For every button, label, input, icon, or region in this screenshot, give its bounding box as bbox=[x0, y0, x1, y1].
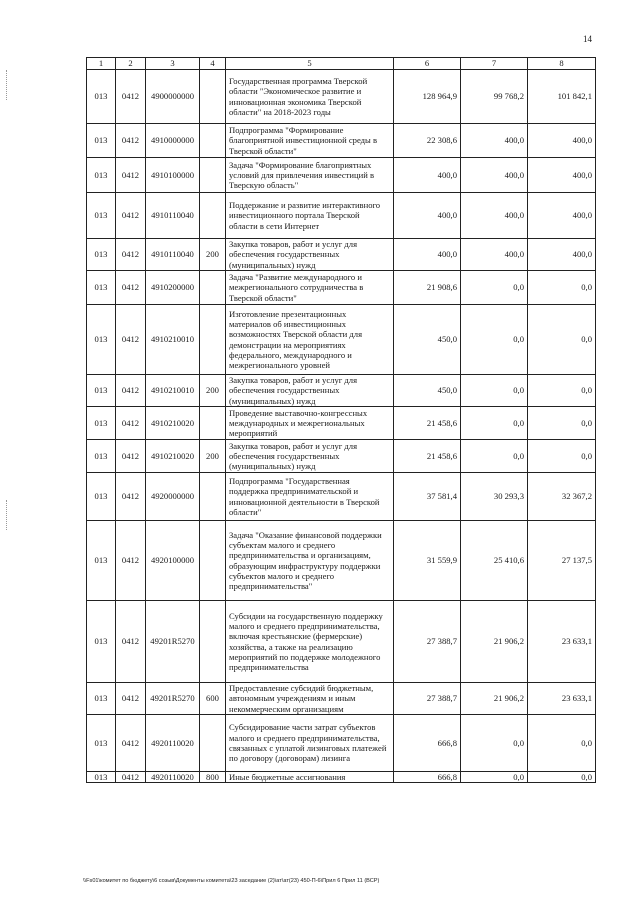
col-2020-cell: 0,0 bbox=[461, 305, 528, 375]
header-cell: 8 bbox=[528, 58, 596, 70]
col-2021-cell: 0,0 bbox=[528, 407, 596, 440]
table-row bbox=[87, 375, 596, 407]
col-2021-cell: 400,0 bbox=[528, 158, 596, 193]
col-name-cell: Поддержание и развитие интерактивного инвестиционного портала Тверской области в сети Интернет bbox=[226, 193, 394, 239]
col-expense-type-cell bbox=[200, 70, 226, 124]
margin-mark bbox=[6, 500, 8, 530]
col-2019-cell: 31 559,9 bbox=[394, 521, 461, 601]
col-expense-type-cell bbox=[200, 271, 226, 305]
col-subsection-cell: 0412 bbox=[116, 271, 146, 305]
col-subsection-cell: 0412 bbox=[116, 683, 146, 715]
col-target-cell: 49201R5270 bbox=[146, 601, 200, 683]
col-2020-cell: 400,0 bbox=[461, 158, 528, 193]
table-row bbox=[87, 158, 596, 193]
col-2021-cell: 0,0 bbox=[528, 715, 596, 772]
table-row bbox=[87, 70, 596, 124]
col-expense-type-cell bbox=[200, 473, 226, 521]
col-section-cell: 013 bbox=[87, 601, 116, 683]
col-2020-cell: 99 768,2 bbox=[461, 70, 528, 124]
col-2021-cell: 0,0 bbox=[528, 772, 596, 783]
col-target-cell: 4910210010 bbox=[146, 375, 200, 407]
col-target-cell: 4910100000 bbox=[146, 158, 200, 193]
col-2020-cell: 0,0 bbox=[461, 271, 528, 305]
table-body bbox=[87, 58, 596, 783]
col-name-cell: Подпрограмма "Государственная поддержка предпринимательской и инновационной деятельности в Тверской области" bbox=[226, 473, 394, 521]
col-section-cell: 013 bbox=[87, 772, 116, 783]
col-2020-cell: 400,0 bbox=[461, 239, 528, 271]
col-expense-type-cell: 200 bbox=[200, 239, 226, 271]
col-2019-cell: 666,8 bbox=[394, 715, 461, 772]
col-name-cell: Государственная программа Тверской области "Экономическое развитие и инновационная экономика Тверской области" на 2018-2023 годы bbox=[226, 70, 394, 124]
col-target-cell: 4910110040 bbox=[146, 239, 200, 271]
col-subsection-cell: 0412 bbox=[116, 124, 146, 158]
col-subsection-cell: 0412 bbox=[116, 715, 146, 772]
col-target-cell: 4910210020 bbox=[146, 407, 200, 440]
col-2020-cell: 400,0 bbox=[461, 193, 528, 239]
col-expense-type-cell bbox=[200, 305, 226, 375]
col-section-cell: 013 bbox=[87, 305, 116, 375]
col-2019-cell: 21 458,6 bbox=[394, 440, 461, 473]
col-name-cell: Задача "Формирование благоприятных условий для привлечения инвестиций в Тверскую область" bbox=[226, 158, 394, 193]
col-2020-cell: 21 906,2 bbox=[461, 601, 528, 683]
col-name-cell: Иные бюджетные ассигнования bbox=[226, 772, 394, 783]
col-target-cell: 4920000000 bbox=[146, 473, 200, 521]
table-row bbox=[87, 407, 596, 440]
col-subsection-cell: 0412 bbox=[116, 375, 146, 407]
col-2020-cell: 0,0 bbox=[461, 440, 528, 473]
col-2021-cell: 23 633,1 bbox=[528, 601, 596, 683]
col-section-cell: 013 bbox=[87, 124, 116, 158]
table-row bbox=[87, 271, 596, 305]
col-name-cell: Субсидирование части затрат субъектов малого и среднего предпринимательства, связанных с уплатой лизинговых платежей по договору (договорам) лизинга bbox=[226, 715, 394, 772]
col-subsection-cell: 0412 bbox=[116, 601, 146, 683]
col-2020-cell: 0,0 bbox=[461, 715, 528, 772]
table-row bbox=[87, 683, 596, 715]
col-2019-cell: 450,0 bbox=[394, 375, 461, 407]
budget-table bbox=[86, 57, 596, 783]
col-2021-cell: 0,0 bbox=[528, 305, 596, 375]
col-name-cell: Предоставление субсидий бюджетным, автономным учреждениям и иным некоммерческим организациям bbox=[226, 683, 394, 715]
col-name-cell: Задача "Развитие международного и межрегионального сотрудничества в Тверской области" bbox=[226, 271, 394, 305]
col-name-cell: Подпрограмма "Формирование благоприятной инвестиционной среды в Тверской области" bbox=[226, 124, 394, 158]
header-cell: 4 bbox=[200, 58, 226, 70]
col-target-cell: 4910000000 bbox=[146, 124, 200, 158]
col-expense-type-cell bbox=[200, 601, 226, 683]
page-number: 14 bbox=[583, 34, 592, 44]
col-2021-cell: 0,0 bbox=[528, 375, 596, 407]
col-target-cell: 4910210010 bbox=[146, 305, 200, 375]
table-row bbox=[87, 124, 596, 158]
table-row bbox=[87, 715, 596, 772]
col-2021-cell: 32 367,2 bbox=[528, 473, 596, 521]
col-expense-type-cell bbox=[200, 407, 226, 440]
col-target-cell: 4910110040 bbox=[146, 193, 200, 239]
col-name-cell: Задача "Оказание финансовой поддержки субъектам малого и среднего предпринимательства и организациям, образующим инфраструктуру поддержки субъектов малого и среднего предпринимательства" bbox=[226, 521, 394, 601]
col-section-cell: 013 bbox=[87, 271, 116, 305]
col-expense-type-cell: 800 bbox=[200, 772, 226, 783]
col-target-cell: 4900000000 bbox=[146, 70, 200, 124]
col-subsection-cell: 0412 bbox=[116, 193, 146, 239]
col-expense-type-cell bbox=[200, 521, 226, 601]
col-2019-cell: 27 388,7 bbox=[394, 683, 461, 715]
col-target-cell: 4910200000 bbox=[146, 271, 200, 305]
col-2020-cell: 25 410,6 bbox=[461, 521, 528, 601]
col-section-cell: 013 bbox=[87, 70, 116, 124]
col-name-cell: Закупка товаров, работ и услуг для обеспечения государственных (муниципальных) нужд bbox=[226, 375, 394, 407]
col-expense-type-cell bbox=[200, 193, 226, 239]
col-expense-type-cell: 600 bbox=[200, 683, 226, 715]
table-row bbox=[87, 193, 596, 239]
col-target-cell: 4910210020 bbox=[146, 440, 200, 473]
col-section-cell: 013 bbox=[87, 239, 116, 271]
col-2020-cell: 400,0 bbox=[461, 124, 528, 158]
col-subsection-cell: 0412 bbox=[116, 239, 146, 271]
col-target-cell: 4920110020 bbox=[146, 715, 200, 772]
col-section-cell: 013 bbox=[87, 158, 116, 193]
col-section-cell: 013 bbox=[87, 407, 116, 440]
col-2019-cell: 22 308,6 bbox=[394, 124, 461, 158]
col-section-cell: 013 bbox=[87, 473, 116, 521]
col-2019-cell: 37 581,4 bbox=[394, 473, 461, 521]
col-section-cell: 013 bbox=[87, 715, 116, 772]
col-name-cell: Закупка товаров, работ и услуг для обеспечения государственных (муниципальных) нужд bbox=[226, 440, 394, 473]
header-cell: 5 bbox=[226, 58, 394, 70]
col-2019-cell: 27 388,7 bbox=[394, 601, 461, 683]
table-row bbox=[87, 440, 596, 473]
col-2020-cell: 0,0 bbox=[461, 375, 528, 407]
col-expense-type-cell: 200 bbox=[200, 375, 226, 407]
col-2020-cell: 0,0 bbox=[461, 772, 528, 783]
table-row bbox=[87, 521, 596, 601]
col-section-cell: 013 bbox=[87, 683, 116, 715]
col-2019-cell: 400,0 bbox=[394, 158, 461, 193]
col-section-cell: 013 bbox=[87, 440, 116, 473]
col-2020-cell: 0,0 bbox=[461, 407, 528, 440]
table-row bbox=[87, 239, 596, 271]
col-2019-cell: 666,8 bbox=[394, 772, 461, 783]
col-target-cell: 49201R5270 bbox=[146, 683, 200, 715]
header-cell: 2 bbox=[116, 58, 146, 70]
col-2021-cell: 0,0 bbox=[528, 440, 596, 473]
col-2021-cell: 0,0 bbox=[528, 271, 596, 305]
col-2020-cell: 21 906,2 bbox=[461, 683, 528, 715]
col-target-cell: 4920100000 bbox=[146, 521, 200, 601]
table-row bbox=[87, 305, 596, 375]
col-subsection-cell: 0412 bbox=[116, 473, 146, 521]
col-subsection-cell: 0412 bbox=[116, 521, 146, 601]
table-row bbox=[87, 473, 596, 521]
col-section-cell: 013 bbox=[87, 521, 116, 601]
table-row bbox=[87, 601, 596, 683]
col-name-cell: Изготовление презентационных материалов об инвестиционных возможностях Тверской области для демонстрации на мероприятиях федерального, международного и межрегионального уровней bbox=[226, 305, 394, 375]
col-subsection-cell: 0412 bbox=[116, 407, 146, 440]
header-cell: 3 bbox=[146, 58, 200, 70]
col-subsection-cell: 0412 bbox=[116, 772, 146, 783]
col-2019-cell: 21 908,6 bbox=[394, 271, 461, 305]
col-name-cell: Субсидии на государственную поддержку малого и среднего предпринимательства, включая крестьянские (фермерские) хозяйства, а также на реализацию мероприятий по поддержке молодежного предпринимательства bbox=[226, 601, 394, 683]
col-expense-type-cell bbox=[200, 158, 226, 193]
table-row bbox=[87, 772, 596, 783]
col-target-cell: 4920110020 bbox=[146, 772, 200, 783]
col-2021-cell: 23 633,1 bbox=[528, 683, 596, 715]
col-subsection-cell: 0412 bbox=[116, 158, 146, 193]
file-path-footer: \\Fs01\комитет по бюджету\6 созыв\Документы комитета\23 заседание (2)\ат\ат(23) 450-П-6\Прил 6 Прил 11 (ВСР) bbox=[83, 878, 380, 884]
col-subsection-cell: 0412 bbox=[116, 305, 146, 375]
col-2021-cell: 400,0 bbox=[528, 239, 596, 271]
col-subsection-cell: 0412 bbox=[116, 70, 146, 124]
margin-mark bbox=[6, 70, 8, 100]
col-subsection-cell: 0412 bbox=[116, 440, 146, 473]
header-row bbox=[87, 58, 596, 70]
header-cell: 1 bbox=[87, 58, 116, 70]
col-2021-cell: 400,0 bbox=[528, 193, 596, 239]
col-2019-cell: 21 458,6 bbox=[394, 407, 461, 440]
col-2019-cell: 128 964,9 bbox=[394, 70, 461, 124]
col-expense-type-cell: 200 bbox=[200, 440, 226, 473]
col-expense-type-cell bbox=[200, 124, 226, 158]
col-2021-cell: 27 137,5 bbox=[528, 521, 596, 601]
col-2021-cell: 101 842,1 bbox=[528, 70, 596, 124]
header-cell: 7 bbox=[461, 58, 528, 70]
col-name-cell: Закупка товаров, работ и услуг для обеспечения государственных (муниципальных) нужд bbox=[226, 239, 394, 271]
col-2021-cell: 400,0 bbox=[528, 124, 596, 158]
col-2019-cell: 450,0 bbox=[394, 305, 461, 375]
col-section-cell: 013 bbox=[87, 375, 116, 407]
col-2019-cell: 400,0 bbox=[394, 239, 461, 271]
col-expense-type-cell bbox=[200, 715, 226, 772]
col-section-cell: 013 bbox=[87, 193, 116, 239]
header-cell: 6 bbox=[394, 58, 461, 70]
col-2020-cell: 30 293,3 bbox=[461, 473, 528, 521]
col-name-cell: Проведение выставочно-конгрессных международных и межрегиональных мероприятий bbox=[226, 407, 394, 440]
col-2019-cell: 400,0 bbox=[394, 193, 461, 239]
